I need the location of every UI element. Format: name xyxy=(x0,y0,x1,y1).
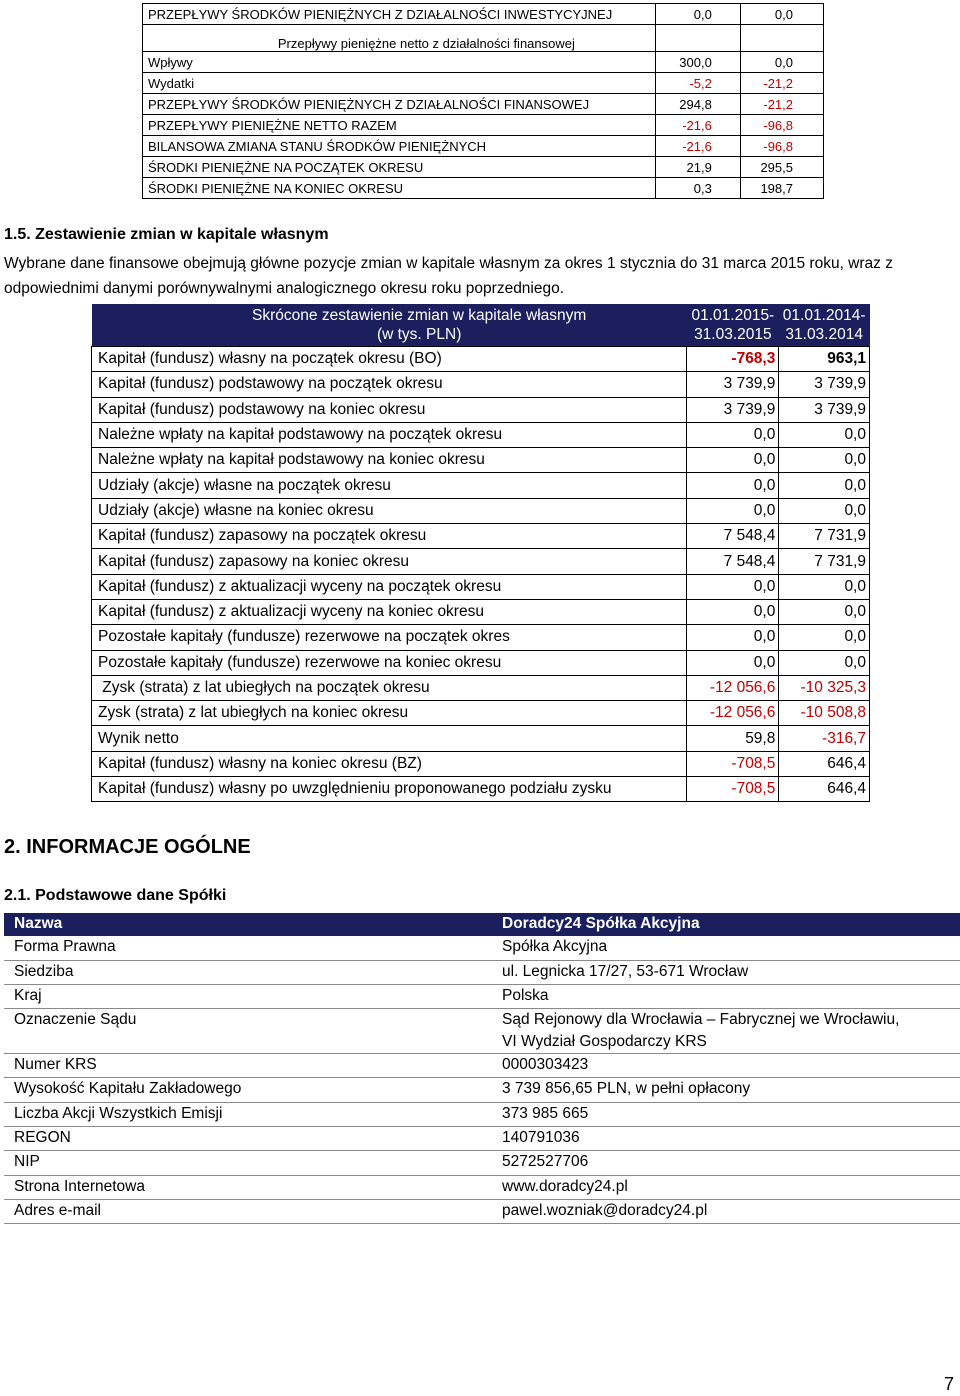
value-2014: 0,0 xyxy=(779,473,870,498)
header-col-2015-line2: 31.03.2015 xyxy=(694,326,772,343)
table-row xyxy=(4,1054,960,1078)
value-2015: 0,0 xyxy=(687,473,779,498)
table-row xyxy=(92,675,870,700)
row-label: Kapitał (fundusz) własny na początek okresu (BO) xyxy=(92,347,687,372)
table-row xyxy=(143,73,824,94)
value-2015: 0,0 xyxy=(687,498,779,523)
table-row xyxy=(92,751,870,776)
section-heading: 2. INFORMACJE OGÓLNE xyxy=(4,836,251,858)
value-2015: 7 548,4 xyxy=(687,524,779,549)
value-2014: 0,0 xyxy=(779,599,870,624)
row-label: Pozostałe kapitały (fundusze) rezerwowe na koniec okresu xyxy=(92,650,687,675)
row-label: Wpływy xyxy=(143,52,656,73)
info-key: Strona Internetowa xyxy=(4,1175,494,1199)
value-2014: -10 508,8 xyxy=(779,701,870,726)
table-row xyxy=(4,1151,960,1175)
table-row xyxy=(92,574,870,599)
info-key: Siedziba xyxy=(4,960,494,984)
value-2014: 198,7 xyxy=(740,178,823,199)
row-label: Należne wpłaty na kapitał podstawowy na początek okresu xyxy=(92,422,687,447)
value-2014: 3 739,9 xyxy=(779,397,870,422)
value-2014: 7 731,9 xyxy=(779,549,870,574)
value-2015: 0,0 xyxy=(687,650,779,675)
value-2014: 295,5 xyxy=(740,157,823,178)
value-2014: 7 731,9 xyxy=(779,524,870,549)
header-title-line2: (w tys. PLN) xyxy=(376,326,462,343)
info-value: Doradcy24 Spółka Akcyjna xyxy=(494,913,960,936)
table-header xyxy=(4,913,960,936)
header-title xyxy=(92,304,687,347)
table-row xyxy=(143,94,824,115)
value-2014: 963,1 xyxy=(779,347,870,372)
info-value-line2: VI Wydział Gospodarczy KRS xyxy=(502,1033,707,1051)
value-2015: -12 056,6 xyxy=(687,701,779,726)
value-2014: 0,0 xyxy=(779,574,870,599)
table-row xyxy=(143,25,824,52)
row-label: Pozostałe kapitały (fundusze) rezerwowe na początek okres xyxy=(92,625,687,650)
table-row xyxy=(92,448,870,473)
row-label: Kapitał (fundusz) zapasowy na początek okresu xyxy=(92,524,687,549)
table-row xyxy=(92,701,870,726)
table-row xyxy=(143,115,824,136)
value-2014: 0,0 xyxy=(779,625,870,650)
info-key: Adres e-mail xyxy=(4,1199,494,1223)
value-2015: 0,3 xyxy=(655,178,740,199)
table-row xyxy=(4,1102,960,1126)
value-2014: 646,4 xyxy=(779,777,870,802)
table-row xyxy=(92,347,870,372)
info-key: Nazwa xyxy=(4,913,494,936)
header-col-2014 xyxy=(779,304,870,347)
table-row xyxy=(4,936,960,960)
website-link[interactable]: www.doradcy24.pl xyxy=(494,1175,960,1199)
row-label: Udziały (akcje) własne na koniec okresu xyxy=(92,498,687,523)
value-2014: 0,0 xyxy=(779,422,870,447)
table-row xyxy=(92,777,870,802)
value-2015: 21,9 xyxy=(655,157,740,178)
table-row xyxy=(92,549,870,574)
row-label: Wydatki xyxy=(143,73,656,94)
info-value: Spółka Akcyjna xyxy=(494,936,960,960)
row-label: Wynik netto xyxy=(92,726,687,751)
value-2014: -21,2 xyxy=(740,73,823,94)
table-row xyxy=(4,1127,960,1151)
row-label: Kapitał (fundusz) własny po uwzględnieniu proponowanego podziału zysku xyxy=(92,777,687,802)
info-key: REGON xyxy=(4,1127,494,1151)
company-info-table xyxy=(4,913,960,1224)
row-label: Kapitał (fundusz) podstawowy na koniec okresu xyxy=(92,397,687,422)
section-heading: 1.5. Zestawienie zmian w kapitale własnym xyxy=(4,226,329,243)
value-2015: -12 056,6 xyxy=(687,675,779,700)
row-label: ŚRODKI PIENIĘŻNE NA KONIEC OKRESU xyxy=(143,178,656,199)
value-2014: -96,8 xyxy=(740,115,823,136)
value-2014: 0,0 xyxy=(779,498,870,523)
value-2015: 7 548,4 xyxy=(687,549,779,574)
row-label: Zysk (strata) z lat ubiegłych na koniec okresu xyxy=(92,701,687,726)
info-key: Oznaczenie Sądu xyxy=(4,1009,494,1054)
row-label: Zysk (strata) z lat ubiegłych na początek okresu xyxy=(92,675,687,700)
table-row xyxy=(92,625,870,650)
value-2014: -21,2 xyxy=(740,94,823,115)
table-row xyxy=(4,960,960,984)
info-key: NIP xyxy=(4,1151,494,1175)
table-row xyxy=(92,599,870,624)
row-label: Kapitał (fundusz) zapasowy na koniec okresu xyxy=(92,549,687,574)
row-label: Kapitał (fundusz) podstawowy na początek okresu xyxy=(92,372,687,397)
table-row xyxy=(143,4,824,25)
row-label: PRZEPŁYWY ŚRODKÓW PIENIĘŻNYCH Z DZIAŁALNOŚCI INWESTYCYJNEJ xyxy=(143,4,656,25)
info-value: 373 985 665 xyxy=(494,1102,960,1126)
header-col-2015-line1: 01.01.2015- xyxy=(691,307,775,324)
table-row xyxy=(92,473,870,498)
value-2014: -10 325,3 xyxy=(779,675,870,700)
value-2015: 0,0 xyxy=(687,625,779,650)
info-value: ul. Legnicka 17/27, 53-671 Wrocław xyxy=(494,960,960,984)
value-2015: 294,8 xyxy=(655,94,740,115)
value-2014: -96,8 xyxy=(740,136,823,157)
table-row xyxy=(92,498,870,523)
info-value: 0000303423 xyxy=(494,1054,960,1078)
row-label: BILANSOWA ZMIANA STANU ŚRODKÓW PIENIĘŻNYCH xyxy=(143,136,656,157)
row-label: Kapitał (fundusz) z aktualizacji wyceny na początek okresu xyxy=(92,574,687,599)
value-2015: 0,0 xyxy=(687,448,779,473)
table-row xyxy=(143,157,824,178)
info-value: 5272527706 xyxy=(494,1151,960,1175)
value-2015: -21,6 xyxy=(655,136,740,157)
row-label: Udziały (akcje) własne na początek okresu xyxy=(92,473,687,498)
table-row xyxy=(143,136,824,157)
subsection-heading: 2.1. Podstawowe dane Spółki xyxy=(4,887,227,904)
row-label: Należne wpłaty na kapitał podstawowy na koniec okresu xyxy=(92,448,687,473)
row-label: PRZEPŁYWY PIENIĘŻNE NETTO RAZEM xyxy=(143,115,656,136)
table-row xyxy=(4,1078,960,1102)
value-2015: -21,6 xyxy=(655,115,740,136)
page-number: 7 xyxy=(944,1374,955,1394)
value-2015: -708,5 xyxy=(687,751,779,776)
value-2014 xyxy=(740,25,823,52)
table-row xyxy=(92,524,870,549)
value-2015: -708,5 xyxy=(687,777,779,802)
table-row xyxy=(92,422,870,447)
value-2015: 0,0 xyxy=(687,574,779,599)
value-2015: 3 739,9 xyxy=(687,397,779,422)
header-title-line1: Skrócone zestawienie zmian w kapitale własnym xyxy=(252,307,587,324)
value-2015: -768,3 xyxy=(687,347,779,372)
info-key: Kraj xyxy=(4,984,494,1008)
value-2015: 0,0 xyxy=(655,4,740,25)
cashflow-table xyxy=(142,3,824,199)
table-row xyxy=(4,1009,960,1054)
value-2014: 646,4 xyxy=(779,751,870,776)
table-row xyxy=(143,52,824,73)
info-key: Forma Prawna xyxy=(4,936,494,960)
info-key: Liczba Akcji Wszystkich Emisji xyxy=(4,1102,494,1126)
row-label: Kapitał (fundusz) własny na koniec okresu (BZ) xyxy=(92,751,687,776)
header-col-2014-line2: 31.03.2014 xyxy=(785,326,863,343)
value-2015: -5,2 xyxy=(655,73,740,94)
info-value: Polska xyxy=(494,984,960,1008)
table-row xyxy=(92,372,870,397)
equity-table xyxy=(91,304,870,802)
section-paragraph: Wybrane dane finansowe obejmują główne pozycje zmian w kapitale własnym za okres 1 stycznia do 31 marca 2015 roku, wraz z odpowiednimi danymi porównywalnymi analogicznego okresu roku poprzedniego. xyxy=(4,255,893,297)
value-2015: 0,0 xyxy=(687,422,779,447)
info-value: 3 739 856,65 PLN, w pełni opłacony xyxy=(494,1078,960,1102)
value-2014: 0,0 xyxy=(779,650,870,675)
table-row xyxy=(4,984,960,1008)
value-2015 xyxy=(655,25,740,52)
row-label: PRZEPŁYWY ŚRODKÓW PIENIĘŻNYCH Z DZIAŁALNOŚCI FINANSOWEJ xyxy=(143,94,656,115)
value-2015: 3 739,9 xyxy=(687,372,779,397)
row-label: ŚRODKI PIENIĘŻNE NA POCZĄTEK OKRESU xyxy=(143,157,656,178)
value-2014: 0,0 xyxy=(740,52,823,73)
table-row xyxy=(4,1199,960,1223)
header-col-2014-line1: 01.01.2014- xyxy=(782,307,866,324)
table-row xyxy=(92,726,870,751)
value-2014: 0,0 xyxy=(779,448,870,473)
header-col-2015 xyxy=(687,304,779,347)
info-value: 140791036 xyxy=(494,1127,960,1151)
value-2014: 3 739,9 xyxy=(779,372,870,397)
info-key: Numer KRS xyxy=(4,1054,494,1078)
info-value xyxy=(494,1009,960,1054)
value-2014: -316,7 xyxy=(779,726,870,751)
value-2015: 300,0 xyxy=(655,52,740,73)
value-2015: 59,8 xyxy=(687,726,779,751)
table-row xyxy=(143,178,824,199)
info-value-line1: Sąd Rejonowy dla Wrocławia – Fabrycznej we Wrocławiu, xyxy=(502,1011,900,1029)
table-row xyxy=(92,650,870,675)
table-row xyxy=(92,397,870,422)
email-link[interactable]: pawel.wozniak@doradcy24.pl xyxy=(494,1199,960,1223)
value-2015: 0,0 xyxy=(687,599,779,624)
info-key: Wysokość Kapitału Zakładowego xyxy=(4,1078,494,1102)
row-label: Kapitał (fundusz) z aktualizacji wyceny na koniec okresu xyxy=(92,599,687,624)
table-row xyxy=(4,1175,960,1199)
row-label: Przepływy pieniężne netto z działalności finansowej xyxy=(143,25,656,52)
table-header xyxy=(92,304,870,347)
value-2014: 0,0 xyxy=(740,4,823,25)
